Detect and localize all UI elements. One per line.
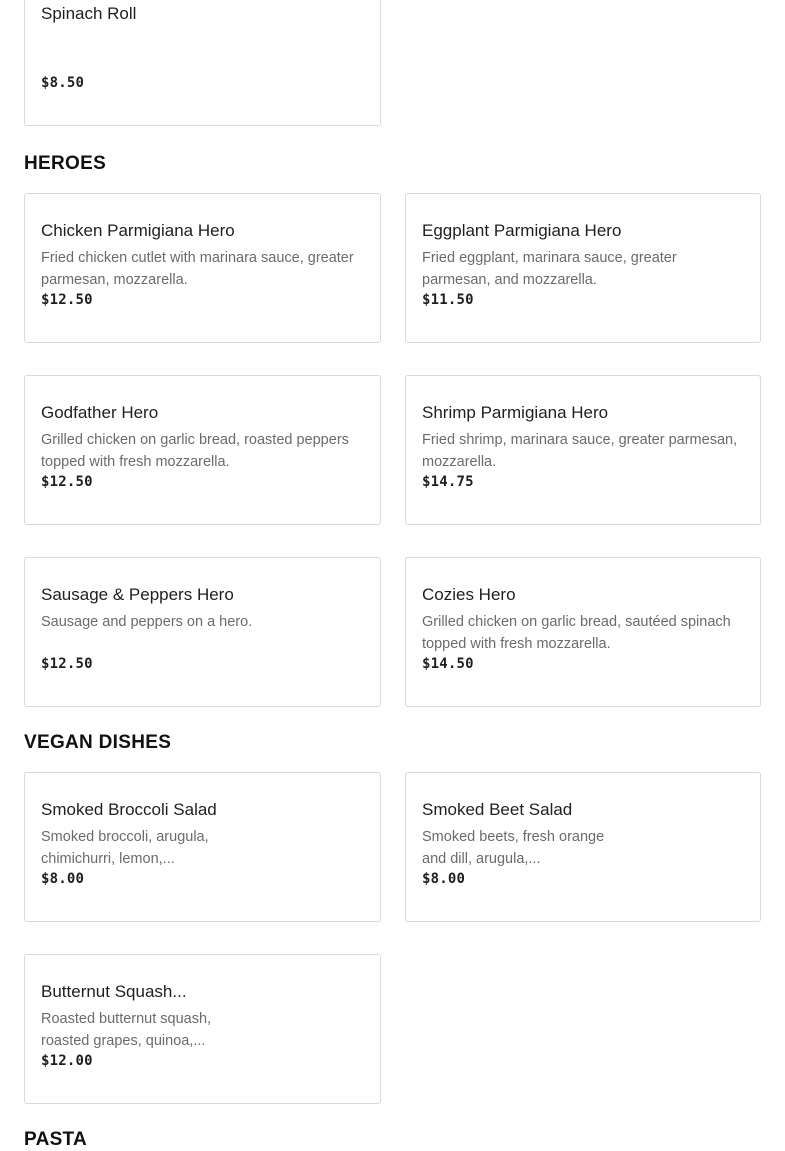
section-heading-heroes: HEROES bbox=[24, 153, 107, 174]
menu-item-description: Smoked broccoli, arugula, chimichurri, lemon,... bbox=[41, 829, 209, 867]
menu-item-title: Cozies Hero bbox=[422, 585, 516, 604]
menu-item-title: Sausage & Peppers Hero bbox=[41, 585, 234, 604]
menu-item-title: Smoked Beet Salad bbox=[422, 800, 573, 819]
menu-item-title: Butternut Squash... bbox=[41, 982, 187, 1001]
menu-item-price: $12.50 bbox=[41, 656, 93, 672]
menu-item-title: Smoked Broccoli Salad bbox=[41, 800, 217, 819]
menu-item-price: $14.75 bbox=[422, 474, 474, 490]
menu-item-card[interactable] bbox=[405, 772, 761, 922]
menu-item-description: Fried chicken cutlet with marinara sauce, greater parmesan, mozzarella. bbox=[41, 250, 354, 288]
menu-item-description: Fried shrimp, marinara sauce, greater parmesan, mozzarella. bbox=[422, 432, 738, 470]
previous-section-grid bbox=[24, 0, 761, 126]
menu-item-price: $8.00 bbox=[41, 871, 85, 887]
menu-item-card[interactable] bbox=[405, 557, 761, 707]
menu-item-card[interactable] bbox=[24, 0, 381, 126]
menu-item-price: $12.50 bbox=[41, 474, 93, 490]
menu-page bbox=[24, 0, 761, 1151]
menu-item-price: $12.50 bbox=[41, 292, 93, 308]
menu-item-price: $11.50 bbox=[422, 292, 474, 308]
menu-item-title: Spinach Roll bbox=[41, 4, 137, 23]
heroes-grid bbox=[24, 193, 761, 707]
menu-item-description: Roasted butternut squash, roasted grapes, quinoa,... bbox=[41, 1011, 212, 1049]
menu-item-card[interactable] bbox=[24, 375, 381, 525]
menu-item-card[interactable] bbox=[405, 375, 761, 525]
menu-item-price: $8.00 bbox=[422, 871, 466, 887]
vegan-grid bbox=[24, 772, 761, 1104]
section-heading-vegan-dishes: VEGAN DISHES bbox=[24, 732, 172, 753]
menu-item-price: $8.50 bbox=[41, 75, 85, 91]
menu-item-title: Chicken Parmigiana Hero bbox=[41, 221, 235, 240]
menu-item-title: Godfather Hero bbox=[41, 403, 159, 422]
menu-item-card[interactable] bbox=[24, 557, 381, 707]
section-heading-pasta: PASTA bbox=[24, 1129, 88, 1150]
menu-item-description: Sausage and peppers on a hero. bbox=[41, 614, 253, 630]
menu-item-card[interactable] bbox=[24, 193, 381, 343]
menu-item-card[interactable] bbox=[24, 772, 381, 922]
menu-item-card[interactable] bbox=[24, 954, 381, 1104]
menu-item-title: Shrimp Parmigiana Hero bbox=[422, 403, 609, 422]
menu-item-card[interactable] bbox=[405, 193, 761, 343]
menu-item-price: $14.50 bbox=[422, 656, 474, 672]
menu-item-description: Grilled chicken on garlic bread, roasted peppers topped with fresh mozzarella. bbox=[41, 432, 349, 470]
menu-item-title: Eggplant Parmigiana Hero bbox=[422, 221, 622, 240]
menu-item-description: Smoked beets, fresh orange and dill, arugula,... bbox=[422, 829, 605, 867]
menu-item-description: Fried eggplant, marinara sauce, greater parmesan, and mozzarella. bbox=[422, 250, 677, 288]
menu-item-description: Grilled chicken on garlic bread, sautéed spinach topped with fresh mozzarella. bbox=[422, 614, 731, 652]
menu-item-price: $12.00 bbox=[41, 1053, 93, 1069]
